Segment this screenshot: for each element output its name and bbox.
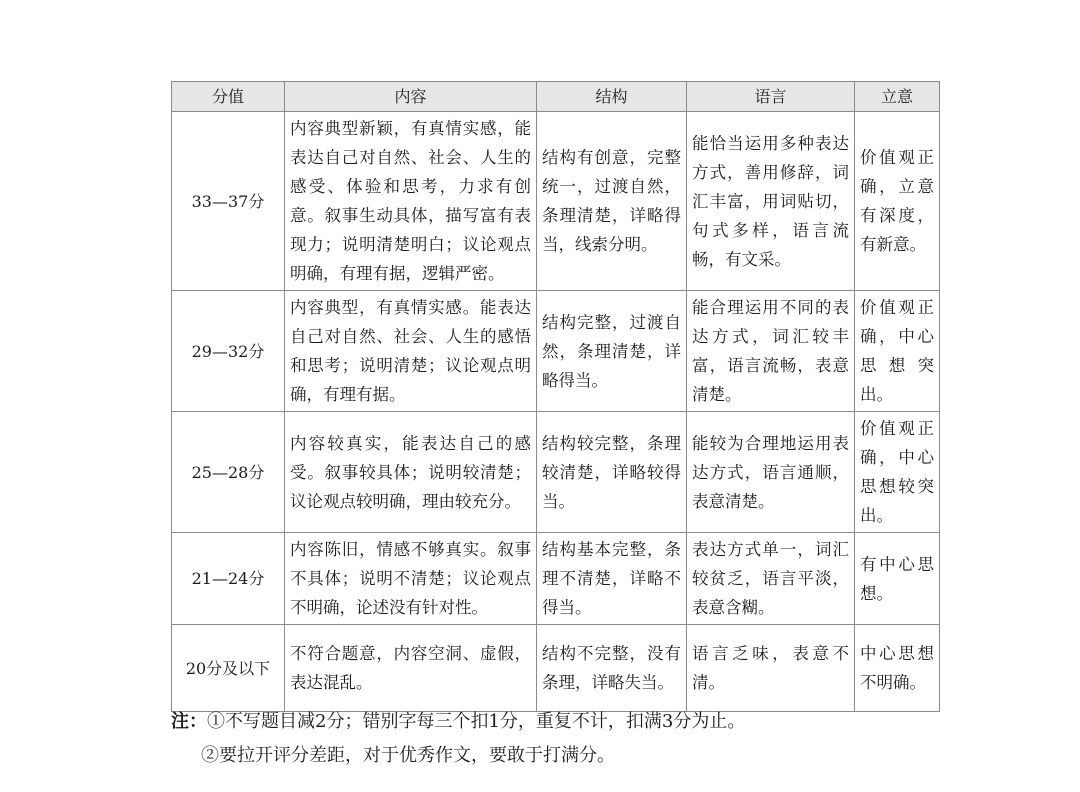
- structure-cell: 结构较完整，条理较清楚，详略较得当。: [537, 412, 687, 533]
- header-language: 语言: [687, 82, 855, 112]
- language-cell: 表达方式单一，词汇较贫乏，语言平淡，表意含糊。: [687, 533, 855, 625]
- table-row: [172, 533, 940, 625]
- content-cell: 不符合题意，内容空洞、虚假，表达混乱。: [285, 625, 537, 712]
- table-row: [172, 625, 940, 712]
- score-cell: 33—37分: [172, 112, 285, 291]
- structure-cell: 结构基本完整，条理不清楚，详略不得当。: [537, 533, 687, 625]
- intent-cell: 价值观正确，立意有深度，有新意。: [855, 112, 940, 291]
- table-row: [172, 112, 940, 291]
- score-cell: 25—28分: [172, 412, 285, 533]
- scoring-rubric: [171, 81, 939, 712]
- structure-cell: 结构不完整，没有条理，详略失当。: [537, 625, 687, 712]
- structure-cell: 结构有创意，完整统一，过渡自然，条理清楚，详略得当，线索分明。: [537, 112, 687, 291]
- note-label: 注：: [171, 711, 207, 732]
- intent-cell: 价值观正确，中心思想突出。: [855, 291, 940, 412]
- score-cell: 29—32分: [172, 291, 285, 412]
- header-score: 分值: [172, 82, 285, 112]
- content-cell: 内容陈旧，情感不够真实。叙事不具体；说明不清楚；议论观点不明确，论述没有针对性。: [285, 533, 537, 625]
- header-intent: 立意: [855, 82, 940, 112]
- intent-cell: 价值观正确，中心思想较突出。: [855, 412, 940, 533]
- language-cell: 能恰当运用多种表达方式，善用修辞，词汇丰富，用词贴切，句式多样，语言流畅，有文采。: [687, 112, 855, 291]
- notes: [171, 705, 745, 773]
- header-content: 内容: [285, 82, 537, 112]
- note-text-1: ①不写题目减2分；错别字每三个扣1分，重复不计，扣满3分为止。: [207, 711, 746, 732]
- header-structure: 结构: [537, 82, 687, 112]
- structure-cell: 结构完整，过渡自然，条理清楚，详略得当。: [537, 291, 687, 412]
- score-cell: 20分及以下: [172, 625, 285, 712]
- intent-cell: 中心思想不明确。: [855, 625, 940, 712]
- note-line-1: [171, 705, 745, 739]
- score-cell: 21—24分: [172, 533, 285, 625]
- content-cell: 内容较真实，能表达自己的感受。叙事较具体；说明较清楚；议论观点较明确，理由较充分。: [285, 412, 537, 533]
- note-line-2: [171, 739, 745, 773]
- content-cell: 内容典型新颖，有真情实感，能表达自己对自然、社会、人生的感受、体验和思考，力求有创意。叙事生动具体，描写富有表现力；说明清楚明白；议论观点明确，有理有据，逻辑严密。: [285, 112, 537, 291]
- note-text-2: ②要拉开评分差距，对于优秀作文，要敢于打满分。: [201, 745, 615, 766]
- language-cell: 语言乏味，表意不清。: [687, 625, 855, 712]
- language-cell: 能合理运用不同的表达方式，词汇较丰富，语言流畅，表意清楚。: [687, 291, 855, 412]
- table-row: [172, 412, 940, 533]
- table-row: [172, 291, 940, 412]
- language-cell: 能较为合理地运用表达方式，语言通顺，表意清楚。: [687, 412, 855, 533]
- scoring-table: [171, 81, 940, 712]
- intent-cell: 有中心思想。: [855, 533, 940, 625]
- header-row: [172, 82, 940, 112]
- content-cell: 内容典型，有真情实感。能表达自己对自然、社会、人生的感悟和思考；说明清楚；议论观点明确，有理有据。: [285, 291, 537, 412]
